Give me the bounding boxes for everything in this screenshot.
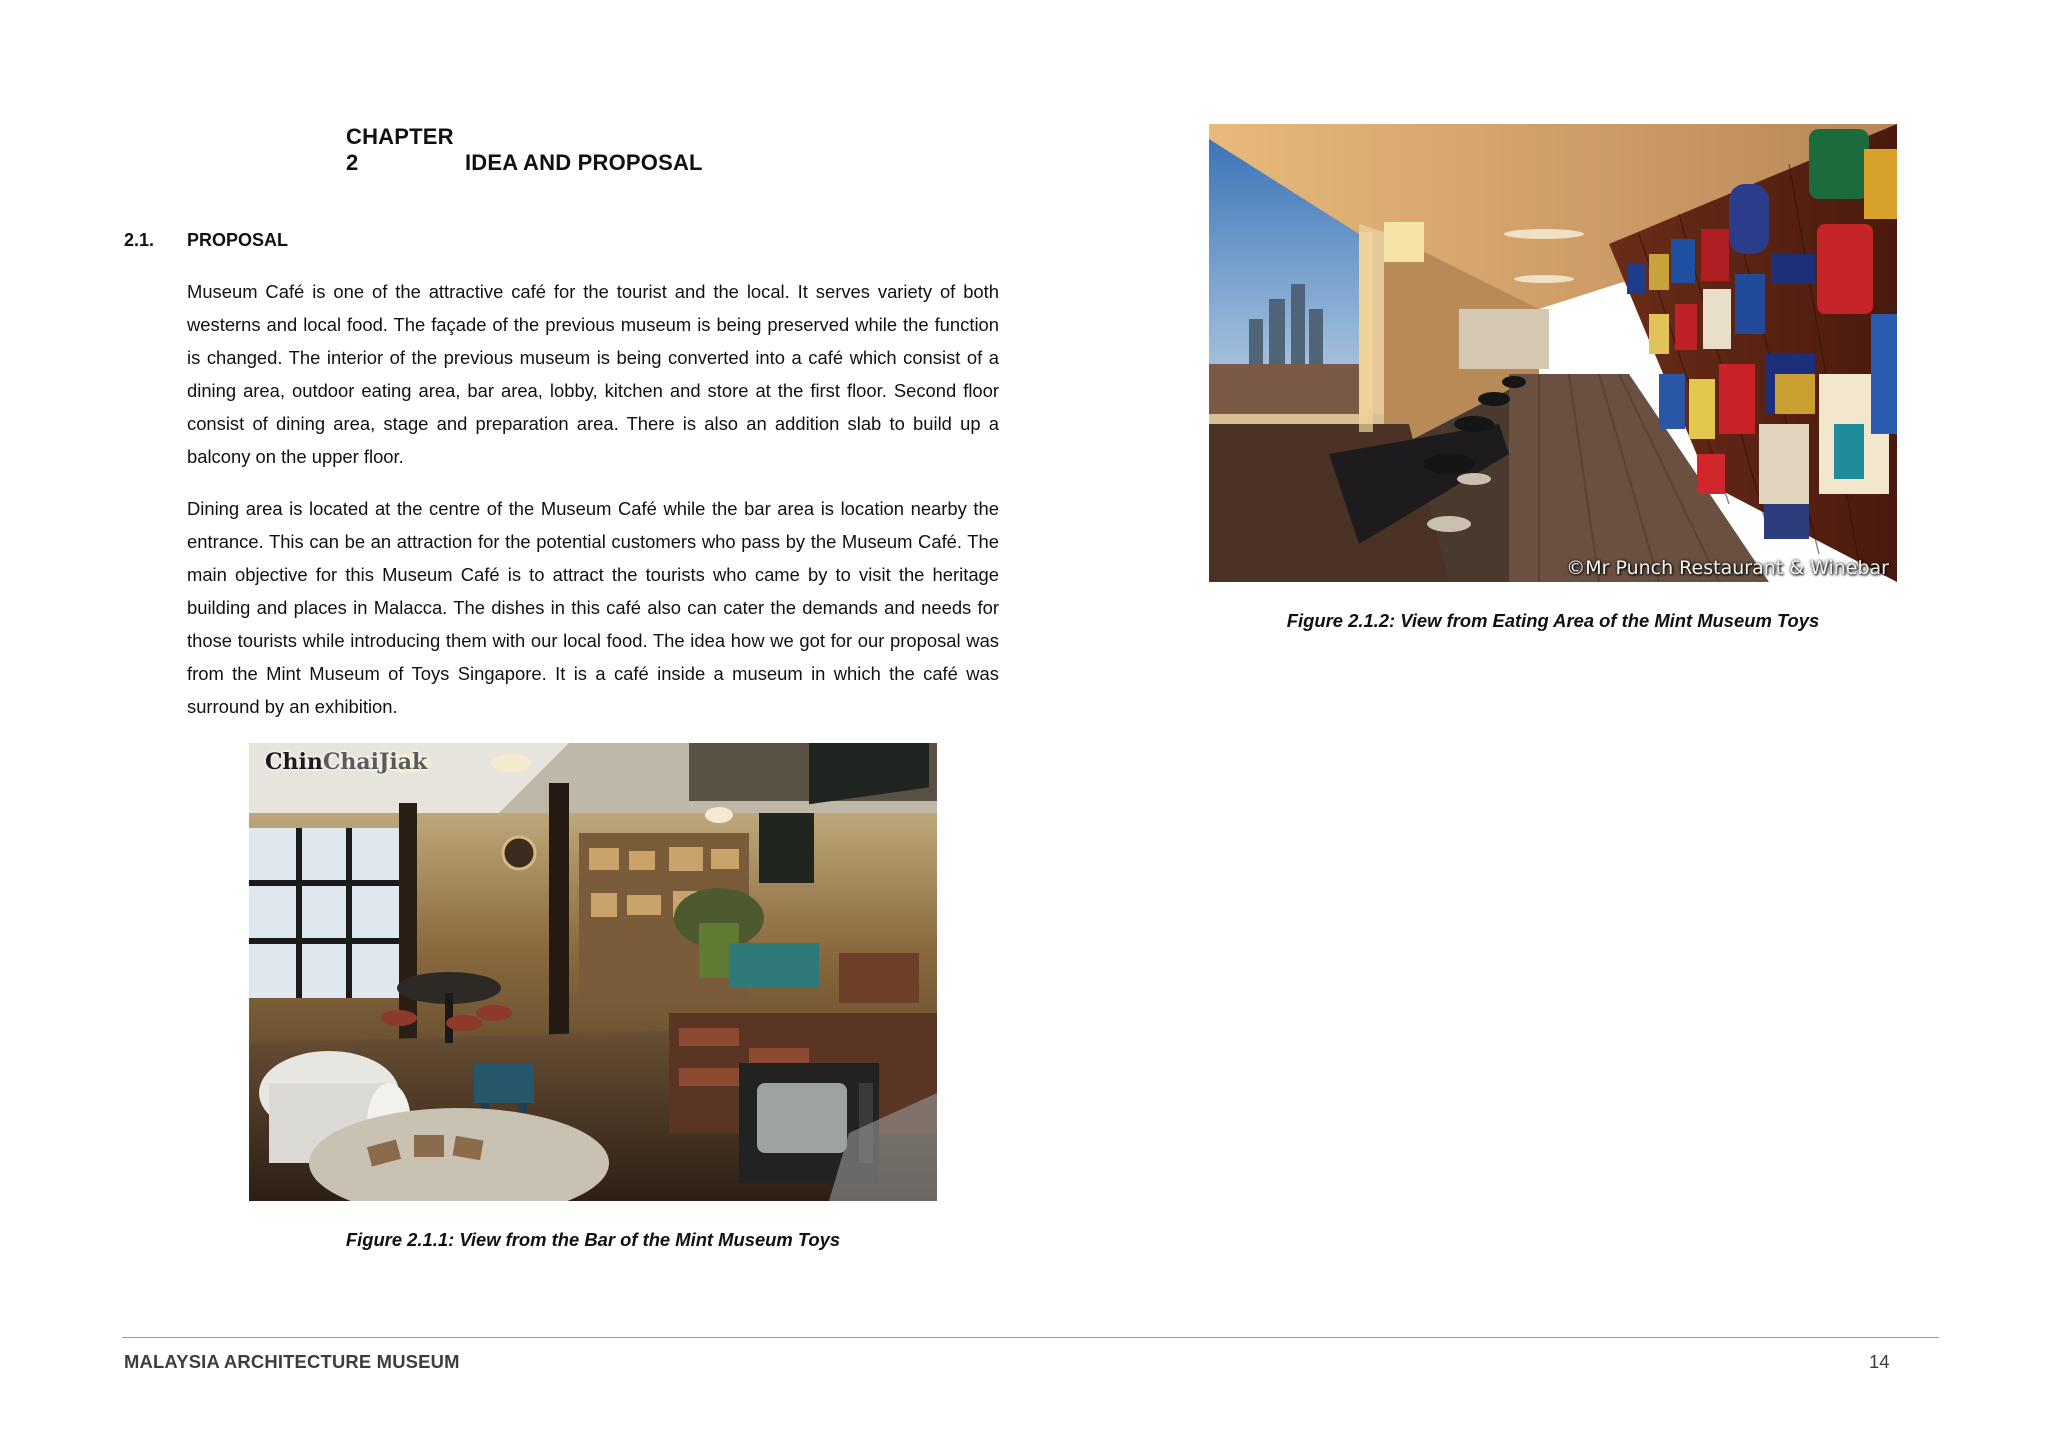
chapter-heading xyxy=(346,124,703,176)
paragraph-1: Museum Café is one of the attractive café for the tourist and the local. It serves variety of both westerns and local food. The façade of the previous museum is being preserved while the function is changed. The interior of the previous museum is being converted into a café which consist of a dining area, outdoor eating area, bar area, lobby, kitchen and store at the first floor. Second floor consist of dining area, stage and preparation area. There is also an addition slab to build up a balcony on the upper floor. xyxy=(187,281,999,467)
page-number: 14 xyxy=(1869,1351,1890,1372)
chapter-number: CHAPTER 2 xyxy=(346,124,454,175)
figure-caption-1: Figure 2.1.1: View from the Bar of the Mint Museum Toys xyxy=(345,1229,841,1250)
section-title: PROPOSAL xyxy=(187,230,289,250)
eating-area-illustration xyxy=(1209,124,1897,582)
section-number: 2.1. xyxy=(124,230,155,250)
bar-interior-illustration xyxy=(249,743,937,1201)
chapter-title: IDEA AND PROPOSAL xyxy=(465,150,703,175)
figure-eating-area-photo xyxy=(1209,124,1897,582)
footer-divider xyxy=(122,1337,1939,1338)
figure-bar-photo xyxy=(249,743,937,1201)
chinchaijiak-logo: ChinChaiJiak xyxy=(265,749,428,775)
paragraph-2: Dining area is located at the centre of the Museum Café while the bar area is location nearby the entrance. This can be an attraction for the potential customers who pass by the Museum Café. The main objective for this Museum Café is to attract the tourists who came by to visit the heritage building and places in Malacca. The dishes in this café also can cater the demands and needs for those tourists while introducing them with our local food. The idea how we got for our proposal was from the Mint Museum of Toys Singapore. It is a café inside a museum in which the café was surround by an exhibition. xyxy=(187,498,999,717)
photo-watermark: ©Mr Punch Restaurant & Winebar xyxy=(1566,557,1889,579)
footer-title: MALAYSIA ARCHITECTURE MUSEUM xyxy=(124,1351,460,1372)
figure-caption-2: Figure 2.1.2: View from Eating Area of the Mint Museum Toys xyxy=(1286,610,1820,631)
